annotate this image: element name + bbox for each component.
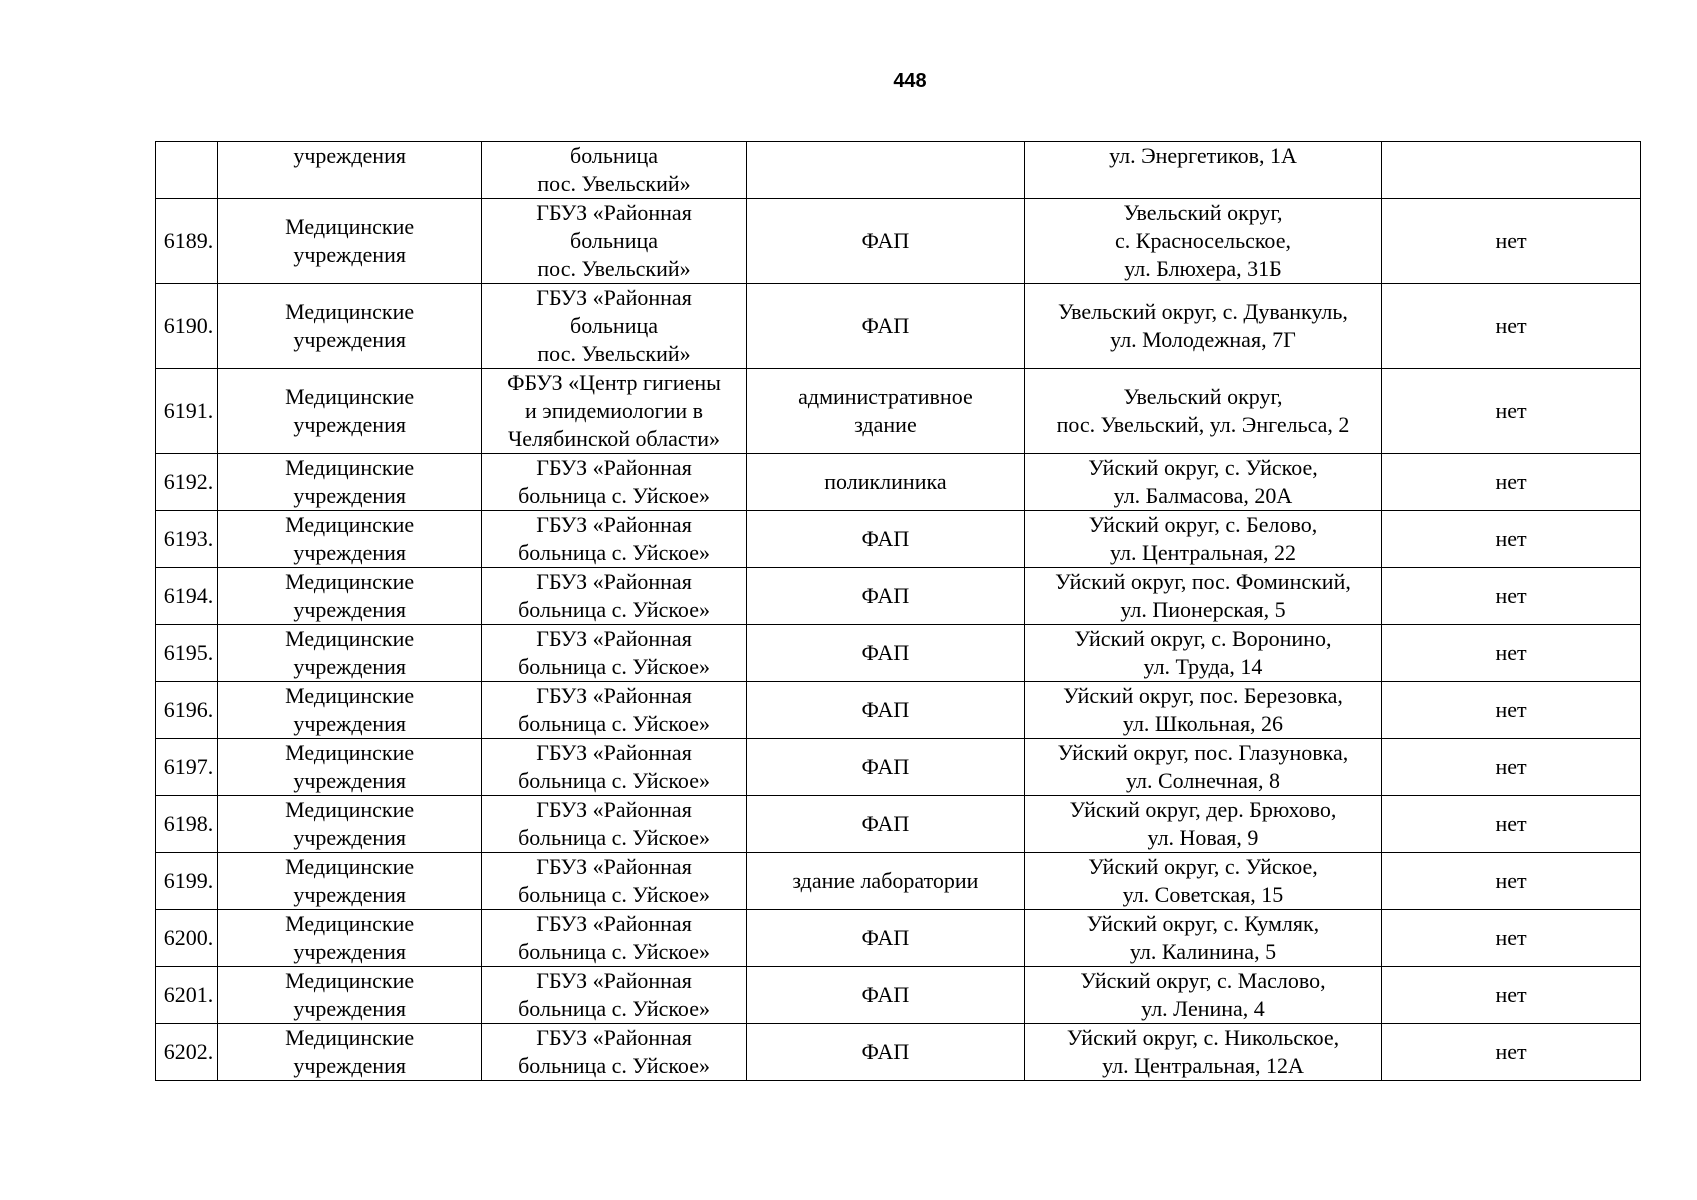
category-cell: Медицинские учреждения — [218, 1024, 482, 1081]
category-cell: Медицинские учреждения — [218, 369, 482, 454]
row-number-cell — [156, 142, 218, 199]
organization-cell: ГБУЗ «Районная больница с. Уйское» — [482, 511, 747, 568]
table-row — [156, 796, 1641, 853]
category-cell: Медицинские учреждения — [218, 199, 482, 284]
object-cell: ФАП — [746, 568, 1024, 625]
address-cell: Уйский округ, пос. Глазуновка, ул. Солнечная, 8 — [1024, 739, 1381, 796]
category-cell: Медицинские учреждения — [218, 454, 482, 511]
organization-cell: ФБУЗ «Центр гигиены и эпидемиологии в Челябинской области» — [482, 369, 747, 454]
address-cell: Уйский округ, дер. Брюхово, ул. Новая, 9 — [1024, 796, 1381, 853]
organization-cell: ГБУЗ «Районная больница с. Уйское» — [482, 568, 747, 625]
table-row — [156, 568, 1641, 625]
status-cell: нет — [1382, 454, 1641, 511]
table-row — [156, 369, 1641, 454]
object-cell: здание лаборатории — [746, 853, 1024, 910]
object-cell: ФАП — [746, 1024, 1024, 1081]
table-row — [156, 1024, 1641, 1081]
row-number-cell: 6194. — [156, 568, 218, 625]
address-cell: Уйский округ, с. Белово, ул. Центральная, 22 — [1024, 511, 1381, 568]
status-cell: нет — [1382, 511, 1641, 568]
organization-cell: ГБУЗ «Районная больница с. Уйское» — [482, 967, 747, 1024]
object-cell: ФАП — [746, 284, 1024, 369]
status-cell: нет — [1382, 199, 1641, 284]
organization-cell: ГБУЗ «Районная больница с. Уйское» — [482, 454, 747, 511]
object-cell — [746, 142, 1024, 199]
category-cell: Медицинские учреждения — [218, 739, 482, 796]
row-number-cell: 6190. — [156, 284, 218, 369]
object-cell: ФАП — [746, 739, 1024, 796]
organization-cell: ГБУЗ «Районная больница с. Уйское» — [482, 625, 747, 682]
category-cell: Медицинские учреждения — [218, 511, 482, 568]
row-number-cell: 6200. — [156, 910, 218, 967]
category-cell: Медицинские учреждения — [218, 284, 482, 369]
status-cell: нет — [1382, 568, 1641, 625]
object-cell: ФАП — [746, 910, 1024, 967]
object-cell: ФАП — [746, 511, 1024, 568]
category-cell: Медицинские учреждения — [218, 796, 482, 853]
table-row — [156, 739, 1641, 796]
address-cell: Уйский округ, с. Воронино, ул. Труда, 14 — [1024, 625, 1381, 682]
address-cell: Увельский округ, с. Красносельское, ул. Блюхера, 31Б — [1024, 199, 1381, 284]
organization-cell: ГБУЗ «Районная больница с. Уйское» — [482, 739, 747, 796]
category-cell: Медицинские учреждения — [218, 910, 482, 967]
page-number: 448 — [893, 70, 927, 92]
row-number-cell: 6199. — [156, 853, 218, 910]
address-cell: Уйский округ, с. Уйское, ул. Балмасова, 20А — [1024, 454, 1381, 511]
status-cell: нет — [1382, 284, 1641, 369]
table-row — [156, 625, 1641, 682]
status-cell: нет — [1382, 682, 1641, 739]
category-cell: Медицинские учреждения — [218, 625, 482, 682]
organization-cell: ГБУЗ «Районная больница с. Уйское» — [482, 682, 747, 739]
table-row — [156, 284, 1641, 369]
status-cell: нет — [1382, 967, 1641, 1024]
organization-cell: ГБУЗ «Районная больница с. Уйское» — [482, 796, 747, 853]
status-cell: нет — [1382, 910, 1641, 967]
status-cell: нет — [1382, 853, 1641, 910]
object-cell: ФАП — [746, 796, 1024, 853]
row-number-cell: 6202. — [156, 1024, 218, 1081]
category-cell: Медицинские учреждения — [218, 853, 482, 910]
status-cell: нет — [1382, 796, 1641, 853]
table-row — [156, 454, 1641, 511]
category-cell: Медицинские учреждения — [218, 967, 482, 1024]
organization-cell: ГБУЗ «Районная больница пос. Увельский» — [482, 199, 747, 284]
address-cell: Уйский округ, пос. Фоминский, ул. Пионерская, 5 — [1024, 568, 1381, 625]
table-row — [156, 967, 1641, 1024]
row-number-cell: 6201. — [156, 967, 218, 1024]
table-row — [156, 853, 1641, 910]
address-cell: Уйский округ, с. Никольское, ул. Центральная, 12А — [1024, 1024, 1381, 1081]
table-row-continuation — [156, 142, 1641, 199]
organization-cell: больница пос. Увельский» — [482, 142, 747, 199]
address-cell: Уйский округ, пос. Березовка, ул. Школьная, 26 — [1024, 682, 1381, 739]
row-number-cell: 6191. — [156, 369, 218, 454]
organization-cell: ГБУЗ «Районная больница с. Уйское» — [482, 1024, 747, 1081]
registry-table-body — [156, 142, 1641, 1081]
row-number-cell: 6196. — [156, 682, 218, 739]
row-number-cell: 6198. — [156, 796, 218, 853]
object-cell: ФАП — [746, 967, 1024, 1024]
row-number-cell: 6193. — [156, 511, 218, 568]
object-cell: ФАП — [746, 625, 1024, 682]
address-cell: Уйский округ, с. Маслово, ул. Ленина, 4 — [1024, 967, 1381, 1024]
table-row — [156, 682, 1641, 739]
address-cell: Уйский округ, с. Уйское, ул. Советская, 15 — [1024, 853, 1381, 910]
status-cell: нет — [1382, 625, 1641, 682]
status-cell: нет — [1382, 1024, 1641, 1081]
row-number-cell: 6197. — [156, 739, 218, 796]
status-cell — [1382, 142, 1641, 199]
organization-cell: ГБУЗ «Районная больница с. Уйское» — [482, 853, 747, 910]
registry-table — [155, 141, 1641, 1081]
address-cell: ул. Энергетиков, 1А — [1024, 142, 1381, 199]
category-cell: учреждения — [218, 142, 482, 199]
row-number-cell: 6192. — [156, 454, 218, 511]
object-cell: административное здание — [746, 369, 1024, 454]
status-cell: нет — [1382, 369, 1641, 454]
organization-cell: ГБУЗ «Районная больница с. Уйское» — [482, 910, 747, 967]
address-cell: Увельский округ, пос. Увельский, ул. Энгельса, 2 — [1024, 369, 1381, 454]
organization-cell: ГБУЗ «Районная больница пос. Увельский» — [482, 284, 747, 369]
category-cell: Медицинские учреждения — [218, 682, 482, 739]
table-row — [156, 910, 1641, 967]
row-number-cell: 6189. — [156, 199, 218, 284]
address-cell: Увельский округ, с. Дуванкуль, ул. Молодежная, 7Г — [1024, 284, 1381, 369]
status-cell: нет — [1382, 739, 1641, 796]
table-row — [156, 199, 1641, 284]
object-cell: поликлиника — [746, 454, 1024, 511]
address-cell: Уйский округ, с. Кумляк, ул. Калинина, 5 — [1024, 910, 1381, 967]
row-number-cell: 6195. — [156, 625, 218, 682]
object-cell: ФАП — [746, 199, 1024, 284]
table-row — [156, 511, 1641, 568]
category-cell: Медицинские учреждения — [218, 568, 482, 625]
object-cell: ФАП — [746, 682, 1024, 739]
